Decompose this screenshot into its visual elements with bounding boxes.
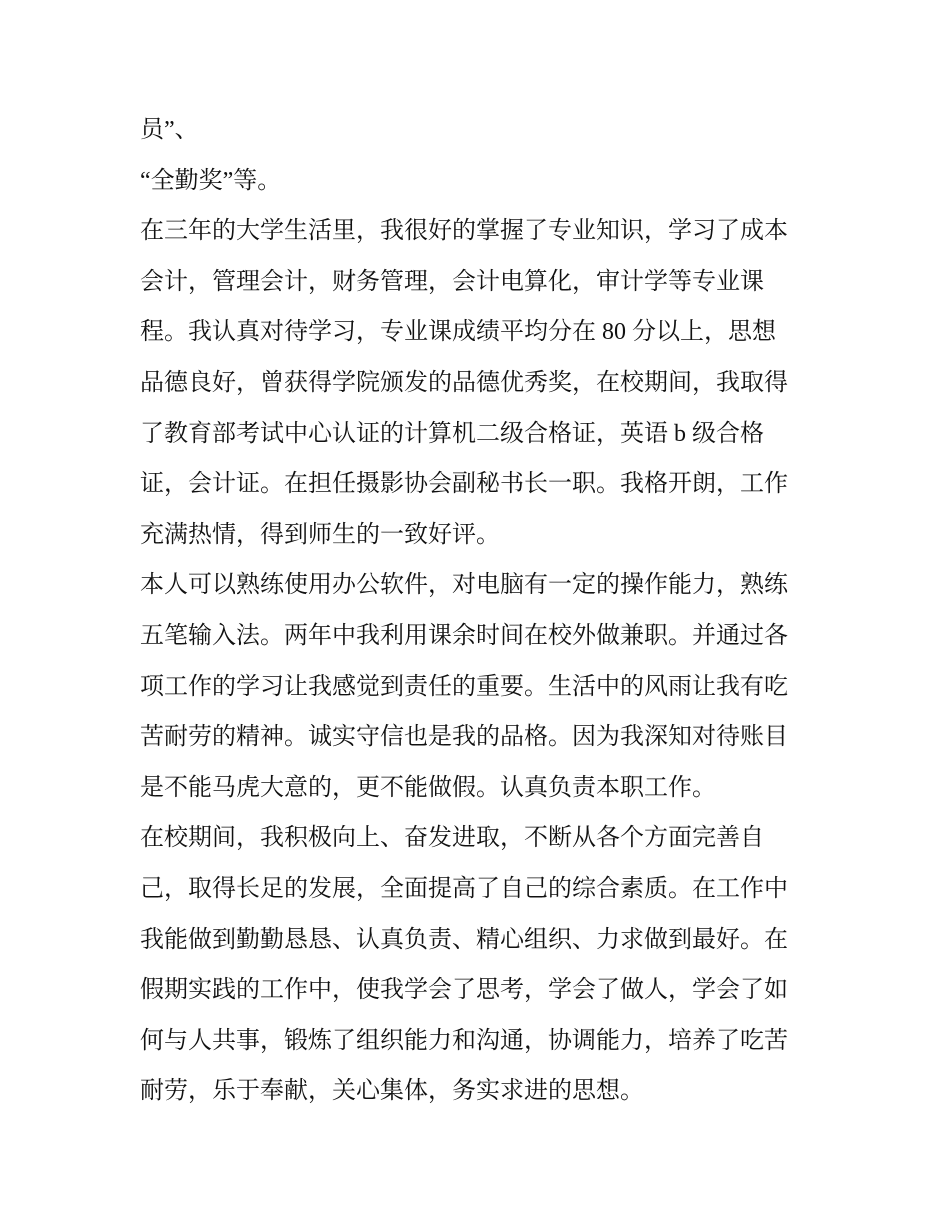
- text-line: 是不能马虎大意的，更不能做假。认真负责本职工作。: [140, 774, 716, 801]
- text-line: 己，取得长足的发展，全面提高了自己的综合素质。在工作中: [140, 875, 788, 902]
- document-body: [140, 105, 840, 1117]
- text-line: 项工作的学习让我感觉到责任的重要。生活中的风雨让我有吃: [140, 673, 788, 700]
- text-line: 在三年的大学生活里，我很好的掌握了专业知识，学习了成本: [140, 218, 788, 245]
- text-line: 员”、: [140, 117, 199, 143]
- text-line: 品德良好，曾获得学院颁发的品德优秀奖，在校期间，我取得: [140, 369, 788, 396]
- text-line: 会计，管理会计，财务管理，会计电算化，审计学等专业课: [140, 268, 764, 295]
- text-line: 何与人共事，锻炼了组织能力和沟通，协调能力，培养了吃苦: [140, 1027, 788, 1054]
- text-line: 耐劳，乐于奉献，关心集体，务实求进的思想。: [140, 1078, 644, 1105]
- text-line: 苦耐劳的精神。诚实守信也是我的品格。因为我深知对待账目: [140, 724, 788, 751]
- text-line: 本人可以熟练使用办公软件，对电脑有一定的操作能力，熟练: [140, 572, 788, 599]
- text-line: 充满热情，得到师生的一致好评。: [140, 521, 500, 548]
- text-line: 了教育部考试中心认证的计算机二级合格证，英语 b 级合格: [140, 420, 764, 447]
- text-line: 我能做到勤勤恳恳、认真负责、精心组织、力求做到最好。在: [140, 926, 788, 953]
- text-line: 程。我认真对待学习，专业课成绩平均分在 80 分以上，思想: [140, 319, 776, 346]
- text-line: 在校期间，我积极向上、奋发进取，不断从各个方面完善自: [140, 825, 764, 852]
- text-line: 五笔输入法。两年中我利用课余时间在校外做兼职。并通过各: [140, 622, 788, 649]
- text-line: “全勤奖”等。: [140, 167, 282, 194]
- text-line: 假期实践的工作中，使我学会了思考，学会了做人，学会了如: [140, 977, 788, 1004]
- text-line: 证，会计证。在担任摄影协会副秘书长一职。我格开朗，工作: [140, 471, 788, 498]
